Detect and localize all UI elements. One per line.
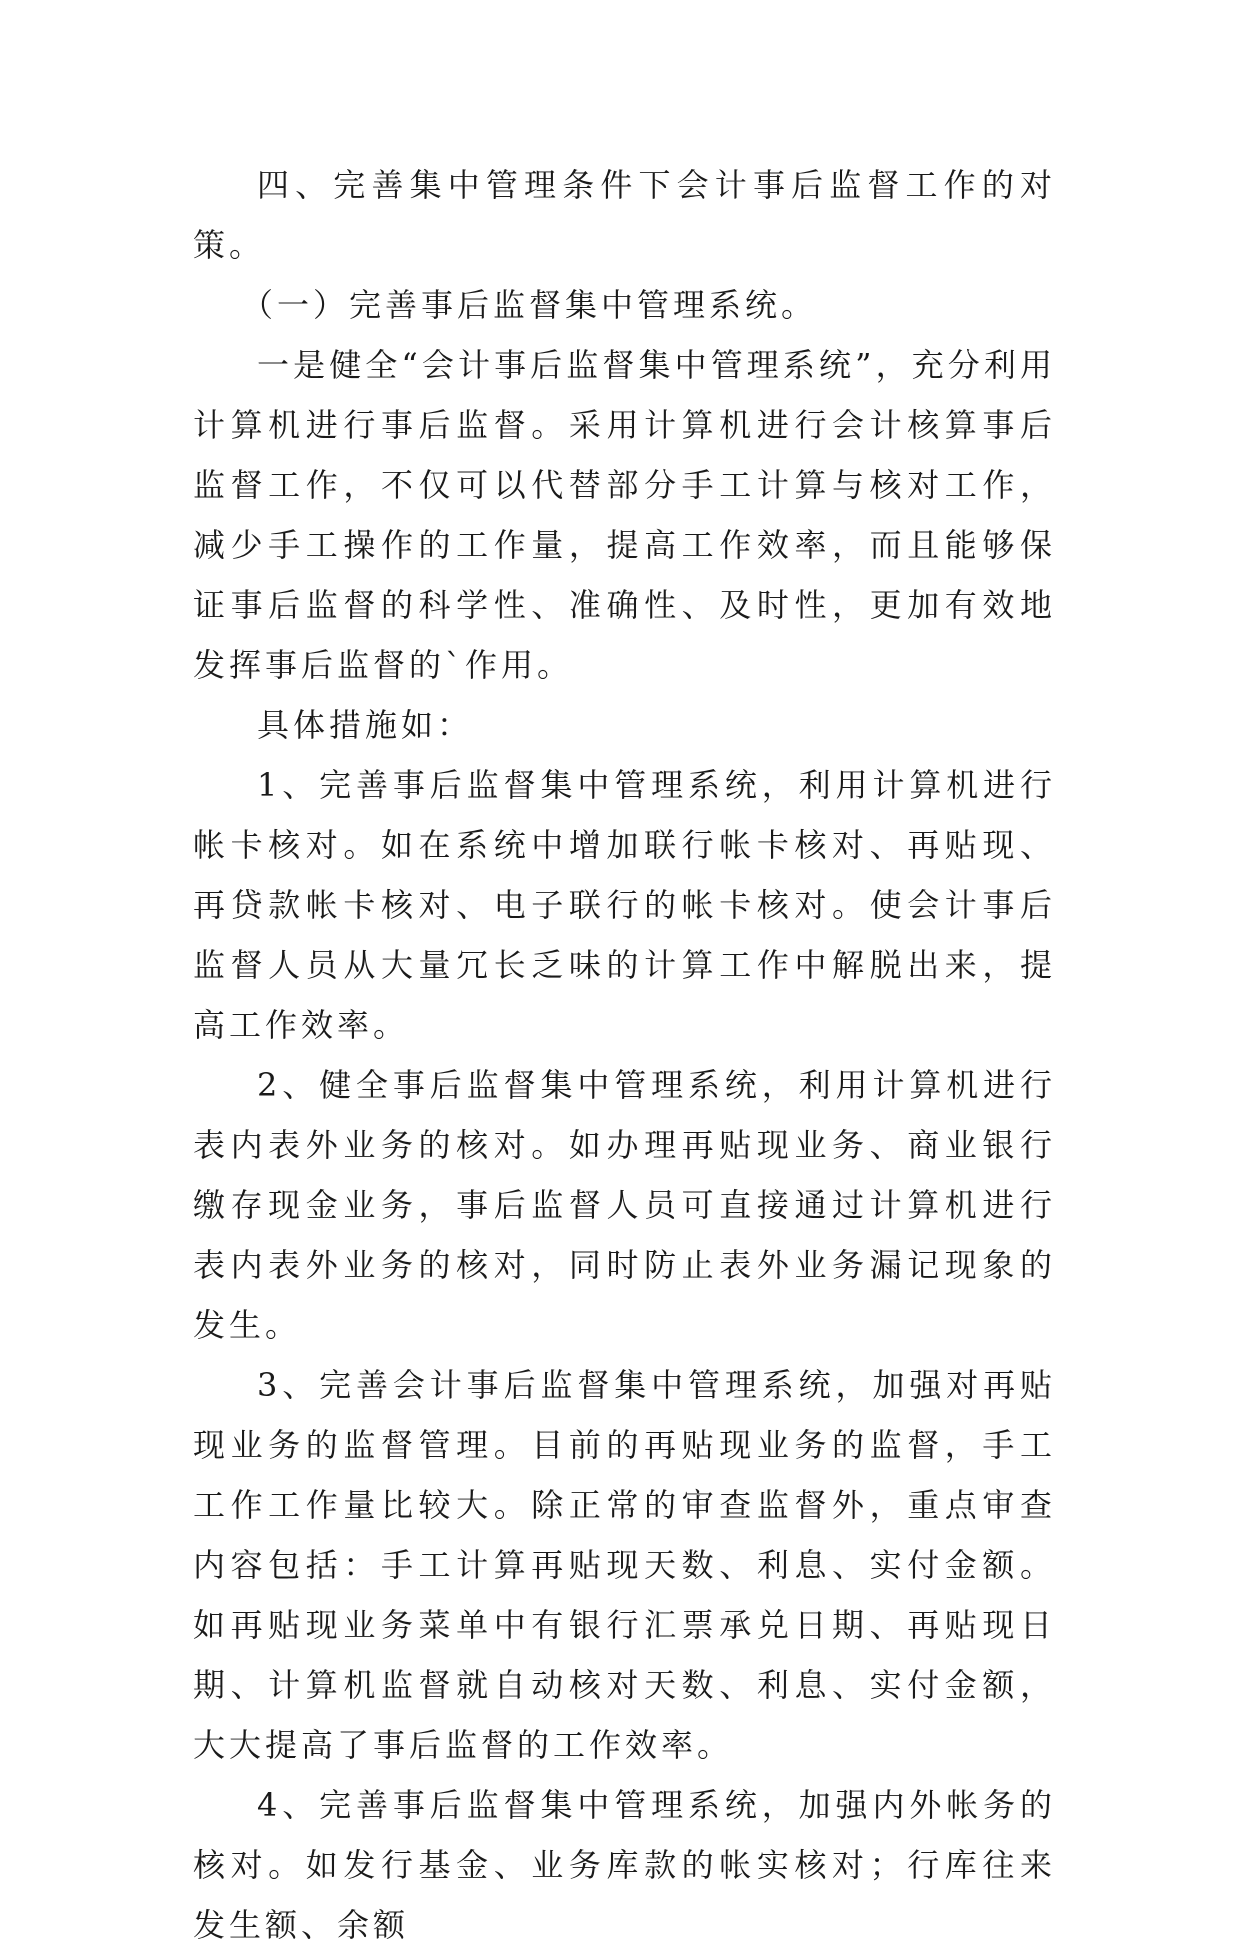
sub-heading: （一）完善事后监督集中管理系统。 — [241, 286, 818, 324]
section-heading: 四、完善集中管理条件下会计事后监督工作的对策。 — [193, 166, 1056, 264]
paragraph-item-4: 4、完善事后监督集中管理系统，加强内外帐务的核对。如发行基金、业务库款的帐实核对；行库往来发生额、余额 — [193, 1786, 1056, 1944]
document-body — [193, 155, 1056, 1955]
paragraph-item-2: 2、健全事后监督集中管理系统，利用计算机进行表内表外业务的核对。如办理再贴现业务、商业银行缴存现金业务，事后监督人员可直接通过计算机进行表内表外业务的核对，同时防止表外业务漏记现象的发生。 — [193, 1066, 1056, 1344]
paragraph-measures-label: 具体措施如： — [257, 706, 474, 744]
paragraph-item-1: 1、完善事后监督集中管理系统，利用计算机进行帐卡核对。如在系统中增加联行帐卡核对、再贴现、再贷款帐卡核对、电子联行的帐卡核对。使会计事后监督人员从大量冗长乏味的计算工作中解脱出来，提高工作效率。 — [193, 766, 1056, 1044]
paragraph-intro: 一是健全“会计事后监督集中管理系统”，充分利用计算机进行事后监督。采用计算机进行会计核算事后监督工作，不仅可以代替部分手工计算与核对工作，减少手工操作的工作量，提高工作效率，而且能够保证事后监督的科学性、准确性、及时性，更加有效地发挥事后监督的`作用。 — [193, 346, 1056, 684]
paragraph-item-3: 3、完善会计事后监督集中管理系统，加强对再贴现业务的监督管理。目前的再贴现业务的监督，手工工作工作量比较大。除正常的审查监督外，重点审查内容包括：手工计算再贴现天数、利息、实付金额。如再贴现业务菜单中有银行汇票承兑日期、再贴现日期、计算机监督就自动核对天数、利息、实付金额，大大提高了事后监督的工作效率。 — [193, 1366, 1056, 1764]
